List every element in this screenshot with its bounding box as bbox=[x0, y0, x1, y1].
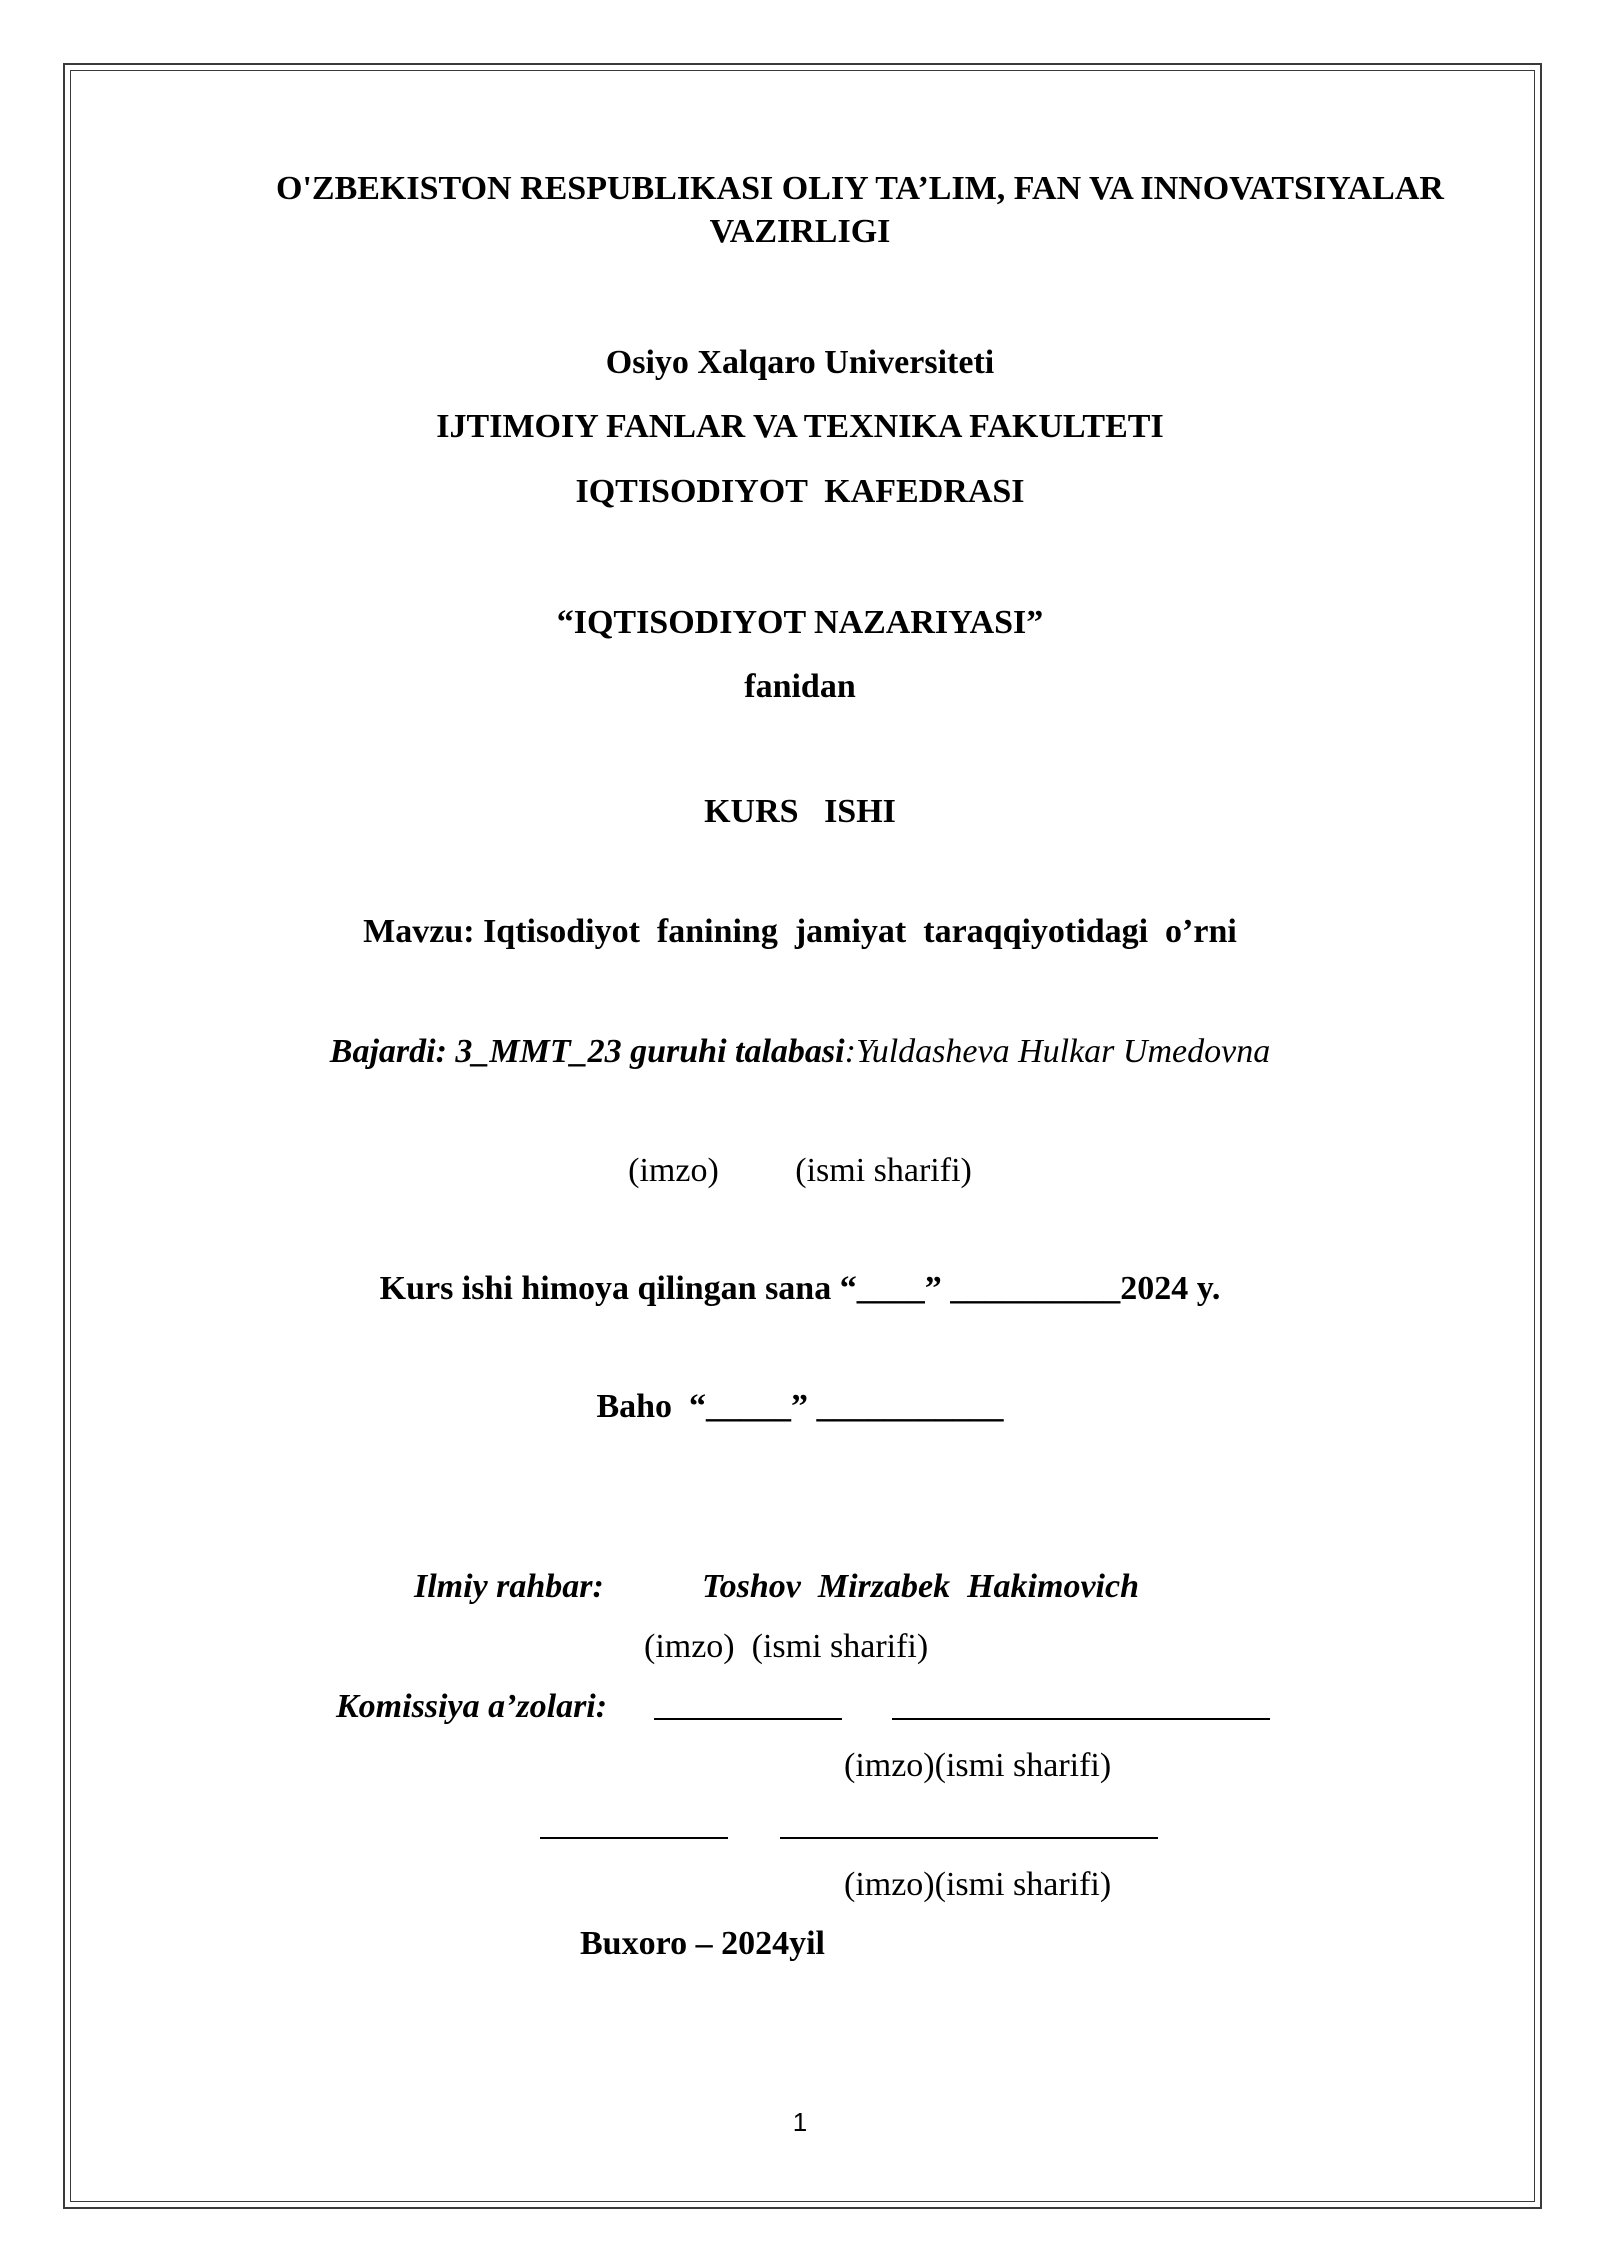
supervisor-label: Ilmiy rahbar: bbox=[414, 1568, 604, 1605]
ministry-line-1: O'ZBEKISTON RESPUBLIKASI OLIY TA’LIM, FAN VA INNOVATSIYALAR bbox=[276, 170, 1444, 207]
ministry-line-2: VAZIRLIGI bbox=[709, 213, 891, 250]
commission-name-line-2 bbox=[780, 1837, 1158, 1839]
topic: Mavzu: Iqtisodiyot fanining jamiyat taraqqiyotidagi o’rni bbox=[363, 913, 1237, 950]
faculty-name: IJTIMOIY FANLAR VA TEXNIKA FAKULTETI bbox=[436, 408, 1164, 445]
defense-date: Kurs ishi himoya qilingan sana “____” __________2024 y. bbox=[379, 1270, 1221, 1307]
page-number: 1 bbox=[792, 2107, 808, 2137]
place-year: Buxoro – 2024yil bbox=[580, 1925, 825, 1962]
commission-signature-line-2 bbox=[540, 1837, 728, 1839]
university-name: Osiyo Xalqaro Universiteti bbox=[605, 344, 995, 381]
commission-signature-line-1 bbox=[654, 1718, 842, 1720]
subject-suffix: fanidan bbox=[744, 668, 856, 705]
commission-signature-caption-2: (imzo)(ismi sharifi) bbox=[844, 1866, 1112, 1903]
student-signature-caption: (imzo) (ismi sharifi) bbox=[628, 1152, 972, 1189]
grade: Baho “_____” ___________ bbox=[596, 1388, 1004, 1425]
subject-title: “IQTISODIYOT NAZARIYASI” bbox=[556, 604, 1044, 641]
work-type: KURS ISHI bbox=[704, 793, 896, 830]
commission-signature-caption-1: (imzo)(ismi sharifi) bbox=[844, 1747, 1112, 1784]
supervisor-name: Toshov Mirzabek Hakimovich bbox=[702, 1568, 1139, 1605]
student-line bbox=[0, 1031, 1600, 1073]
commission-label: Komissiya a’zolari: bbox=[336, 1688, 608, 1725]
commission-name-line-1 bbox=[892, 1718, 1270, 1720]
department-name: IQTISODIYOT KAFEDRASI bbox=[575, 473, 1025, 510]
supervisor-signature-caption: (imzo) (ismi sharifi) bbox=[644, 1628, 929, 1665]
student-name: :Yuldasheva Hulkar Umedovna bbox=[844, 1033, 1271, 1070]
page-border-inner bbox=[70, 70, 1535, 2202]
student-label: Bajardi: 3_MMT_23 guruhi talabasi bbox=[329, 1033, 845, 1070]
